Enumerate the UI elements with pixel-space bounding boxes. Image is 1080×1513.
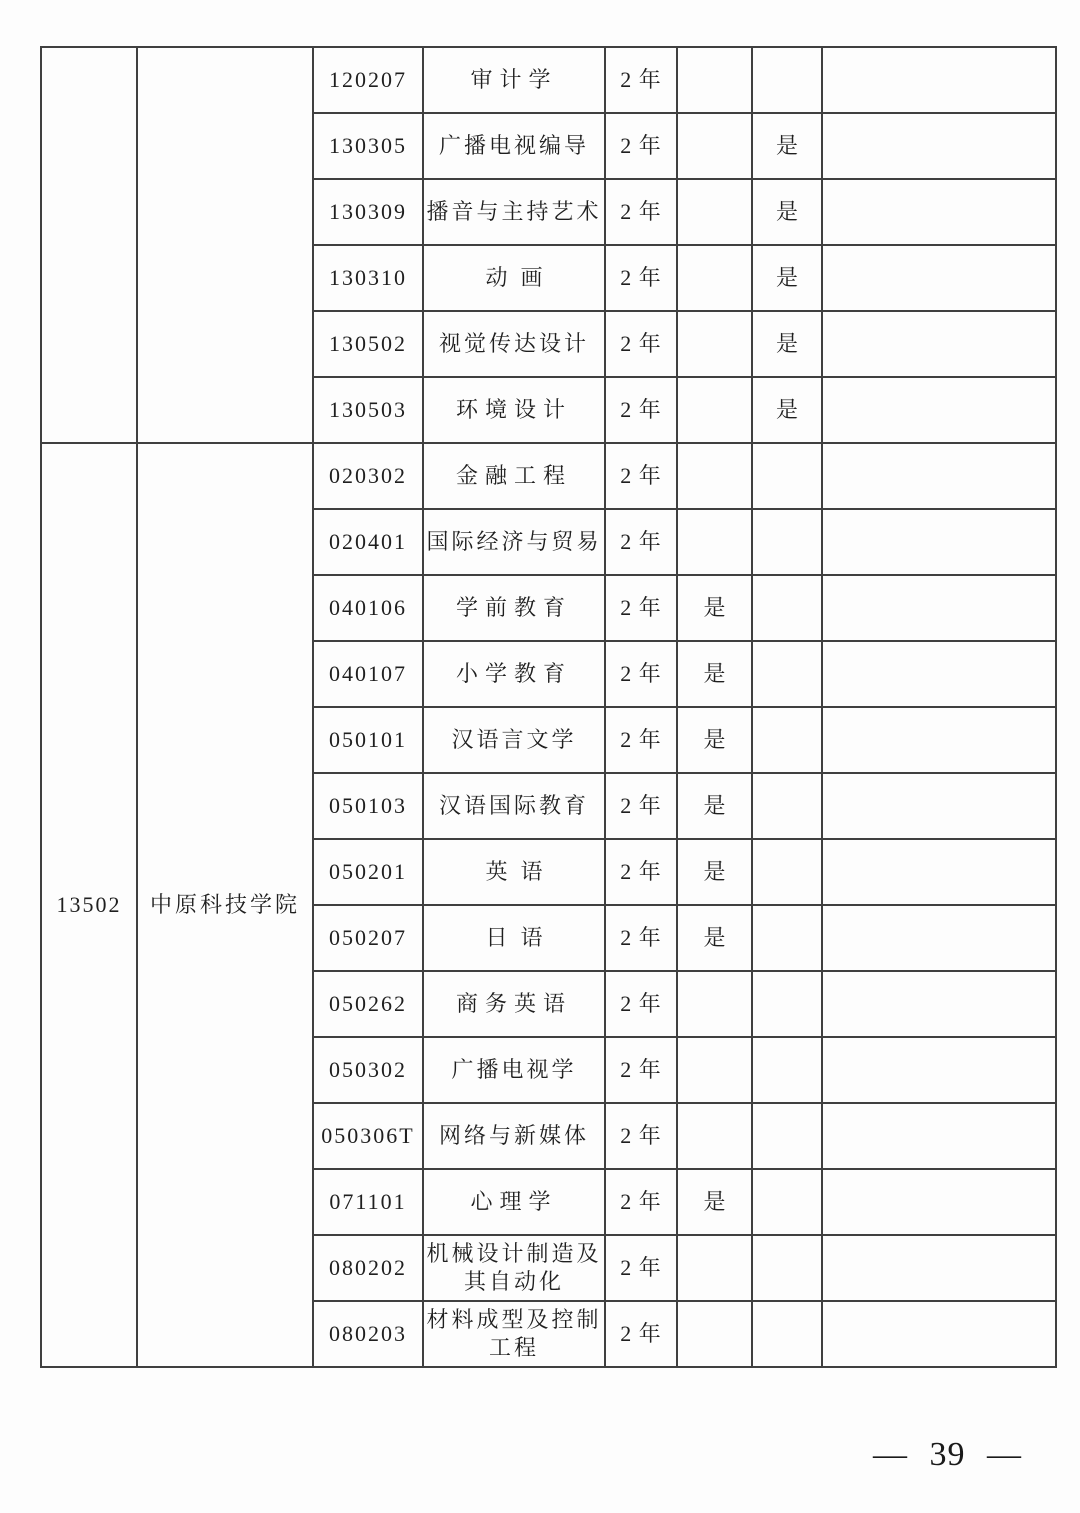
major-code-cell: 050207 [313, 905, 423, 971]
flag1-cell: 是 [677, 839, 752, 905]
remark-cell [822, 311, 1056, 377]
duration-cell: 2 年 [605, 839, 677, 905]
flag2-cell [752, 773, 822, 839]
flag1-cell: 是 [677, 641, 752, 707]
flag1-cell [677, 311, 752, 377]
flag1-cell: 是 [677, 1169, 752, 1235]
flag1-cell: 是 [677, 773, 752, 839]
school-name-cell: 中原科技学院 [137, 443, 313, 1367]
majors-table-body [41, 47, 1056, 1367]
duration-cell: 2 年 [605, 707, 677, 773]
major-name-cell: 播音与主持艺术 [423, 179, 605, 245]
duration-cell: 2 年 [605, 311, 677, 377]
remark-cell [822, 179, 1056, 245]
flag2-cell: 是 [752, 311, 822, 377]
major-code-cell: 050306T [313, 1103, 423, 1169]
duration-cell: 2 年 [605, 509, 677, 575]
table-row [41, 443, 1056, 509]
flag1-cell [677, 1235, 752, 1301]
flag2-cell [752, 641, 822, 707]
flag1-cell: 是 [677, 575, 752, 641]
duration-cell: 2 年 [605, 245, 677, 311]
major-code-cell: 020401 [313, 509, 423, 575]
flag1-cell [677, 443, 752, 509]
duration-cell: 2 年 [605, 773, 677, 839]
remark-cell [822, 1037, 1056, 1103]
duration-cell: 2 年 [605, 1103, 677, 1169]
major-code-cell: 050201 [313, 839, 423, 905]
flag2-cell [752, 1103, 822, 1169]
major-name-cell: 动画 [423, 245, 605, 311]
school-name-cell [137, 47, 313, 443]
duration-cell: 2 年 [605, 377, 677, 443]
duration-cell: 2 年 [605, 47, 677, 113]
remark-cell [822, 1235, 1056, 1301]
major-name-cell: 网络与新媒体 [423, 1103, 605, 1169]
flag1-cell [677, 1301, 752, 1367]
remark-cell [822, 905, 1056, 971]
duration-cell: 2 年 [605, 575, 677, 641]
major-name-cell: 汉语言文学 [423, 707, 605, 773]
flag1-cell [677, 1037, 752, 1103]
major-name-cell: 环境设计 [423, 377, 605, 443]
major-code-cell: 050101 [313, 707, 423, 773]
major-name-cell: 广播电视学 [423, 1037, 605, 1103]
duration-cell: 2 年 [605, 1301, 677, 1367]
major-name-cell: 广播电视编导 [423, 113, 605, 179]
remark-cell [822, 245, 1056, 311]
duration-cell: 2 年 [605, 641, 677, 707]
flag2-cell [752, 47, 822, 113]
flag2-cell [752, 971, 822, 1037]
major-name-cell: 学前教育 [423, 575, 605, 641]
major-name-cell: 国际经济与贸易 [423, 509, 605, 575]
duration-cell: 2 年 [605, 443, 677, 509]
flag1-cell [677, 377, 752, 443]
major-code-cell: 080203 [313, 1301, 423, 1367]
flag1-cell [677, 971, 752, 1037]
flag2-cell [752, 1301, 822, 1367]
remark-cell [822, 839, 1056, 905]
major-name-cell: 汉语国际教育 [423, 773, 605, 839]
major-code-cell: 120207 [313, 47, 423, 113]
major-code-cell: 071101 [313, 1169, 423, 1235]
remark-cell [822, 707, 1056, 773]
major-name-cell: 金融工程 [423, 443, 605, 509]
major-code-cell: 050302 [313, 1037, 423, 1103]
flag2-cell [752, 575, 822, 641]
flag1-cell: 是 [677, 905, 752, 971]
duration-cell: 2 年 [605, 179, 677, 245]
page-number: — 39 — [873, 1436, 1022, 1473]
major-name-cell: 小学教育 [423, 641, 605, 707]
flag1-cell [677, 245, 752, 311]
flag1-cell [677, 509, 752, 575]
remark-cell [822, 773, 1056, 839]
flag2-cell: 是 [752, 245, 822, 311]
duration-cell: 2 年 [605, 1169, 677, 1235]
flag1-cell [677, 1103, 752, 1169]
flag2-cell [752, 1037, 822, 1103]
major-name-cell: 材料成型及控制工程 [423, 1301, 605, 1367]
major-name-cell: 英语 [423, 839, 605, 905]
remark-cell [822, 509, 1056, 575]
remark-cell [822, 443, 1056, 509]
remark-cell [822, 971, 1056, 1037]
duration-cell: 2 年 [605, 971, 677, 1037]
majors-table [40, 46, 1057, 1368]
flag2-cell [752, 839, 822, 905]
flag2-cell [752, 1235, 822, 1301]
table-row [41, 47, 1056, 113]
remark-cell [822, 575, 1056, 641]
major-name-cell: 审计学 [423, 47, 605, 113]
flag1-cell: 是 [677, 707, 752, 773]
duration-cell: 2 年 [605, 905, 677, 971]
major-code-cell: 080202 [313, 1235, 423, 1301]
flag2-cell [752, 1169, 822, 1235]
flag2-cell: 是 [752, 377, 822, 443]
major-name-cell: 视觉传达设计 [423, 311, 605, 377]
remark-cell [822, 47, 1056, 113]
major-name-cell: 日语 [423, 905, 605, 971]
major-code-cell: 130310 [313, 245, 423, 311]
major-code-cell: 130502 [313, 311, 423, 377]
flag2-cell: 是 [752, 113, 822, 179]
flag1-cell [677, 113, 752, 179]
school-code-cell [41, 47, 137, 443]
major-name-cell: 商务英语 [423, 971, 605, 1037]
flag2-cell [752, 707, 822, 773]
remark-cell [822, 377, 1056, 443]
major-code-cell: 040106 [313, 575, 423, 641]
major-code-cell: 040107 [313, 641, 423, 707]
flag2-cell [752, 905, 822, 971]
remark-cell [822, 1301, 1056, 1367]
major-name-cell: 机械设计制造及其自动化 [423, 1235, 605, 1301]
duration-cell: 2 年 [605, 1037, 677, 1103]
major-code-cell: 130503 [313, 377, 423, 443]
flag2-cell: 是 [752, 179, 822, 245]
remark-cell [822, 1103, 1056, 1169]
major-code-cell: 020302 [313, 443, 423, 509]
duration-cell: 2 年 [605, 1235, 677, 1301]
duration-cell: 2 年 [605, 113, 677, 179]
flag2-cell [752, 443, 822, 509]
flag2-cell [752, 509, 822, 575]
flag1-cell [677, 47, 752, 113]
major-code-cell: 130305 [313, 113, 423, 179]
remark-cell [822, 113, 1056, 179]
school-code-cell: 13502 [41, 443, 137, 1367]
major-code-cell: 050103 [313, 773, 423, 839]
remark-cell [822, 641, 1056, 707]
flag1-cell [677, 179, 752, 245]
major-code-cell: 050262 [313, 971, 423, 1037]
major-code-cell: 130309 [313, 179, 423, 245]
remark-cell [822, 1169, 1056, 1235]
major-name-cell: 心理学 [423, 1169, 605, 1235]
